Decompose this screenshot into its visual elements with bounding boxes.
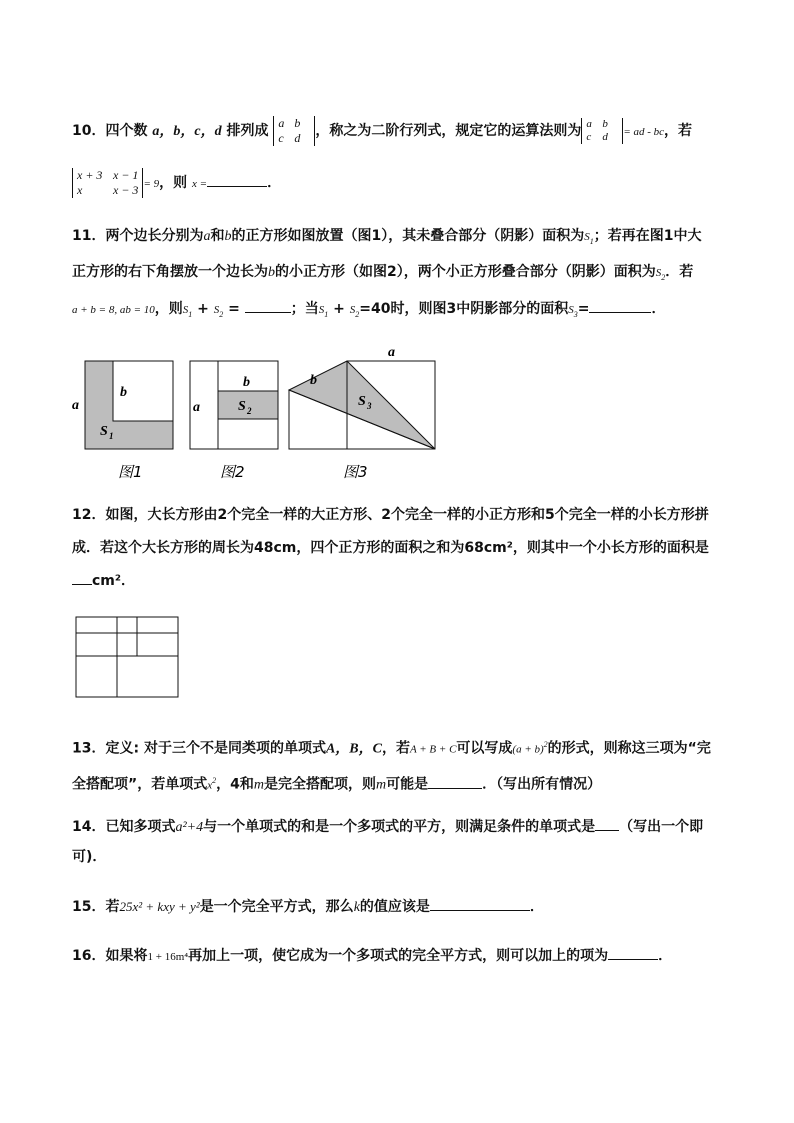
q10-rule: = ad - bc (623, 126, 665, 138)
q13-line1: 13．定义: 对于三个不是同类项的单项式A，B，C，若A + B + C可以写成$(a + b)^2$的形式，则称这三项为“完 (72, 740, 711, 757)
figure-2 (190, 361, 278, 481)
fig3-label-s3: S (358, 394, 366, 409)
q10-determinant-definition: a b c d (273, 116, 315, 146)
q10-rule-determinant: a b c d (581, 118, 623, 144)
q14-answer-blank[interactable] (595, 816, 619, 831)
figure-3 (289, 345, 435, 481)
fig1-label-s1: S (100, 424, 108, 439)
q12-line2: 成．若这个大长方形的周长为48cm，四个正方形的面积之和为68cm²，则其中一个小长方形的面积是 (72, 540, 709, 556)
q15-line: 15．若25x² + kxy + y²是一个完全平方式，那么k的值应该是 ． (72, 896, 544, 918)
q10-equation-determinant: x + 3 x − 1 x x − 3 (72, 168, 143, 198)
q13-line2: 全搭配项”，若单项式$x^2$，4和m是完全搭配项，则m可能是 ．（写出所有情况） (72, 771, 601, 796)
fig1-label-b: b (120, 385, 127, 400)
q11-answer-blank-1[interactable] (245, 298, 291, 313)
q12-answer-blank[interactable] (72, 570, 92, 585)
q13-answer-blank[interactable] (428, 774, 482, 789)
svg-text:2: 2 (247, 406, 252, 416)
q11-line3: a + b = 8, ab = 10，则$S_1 + S_2$ = ；当$S_1 + S_2=40$时，则图3中阴影部分的面积$S_3=$ ． (72, 298, 665, 325)
q12-line1: 12．如图，大长方形由2个完全一样的大正方形、2个完全一样的小正方形和5个完全一样的小长方形拼 (72, 507, 709, 523)
q10-line2: x + 3 x − 1 x x − 3 = 9，则 x = ． (72, 168, 281, 198)
q12-line3: cm²． (72, 570, 135, 591)
svg-text:3: 3 (367, 401, 372, 411)
q10-line1: 10．四个数 a，b，c，d 排列成 a b c d ，称之为二阶行列式，规定它的运算法则为 a b c d = ad - bc，若 (72, 116, 693, 145)
fig2-label-s2: S (238, 399, 246, 414)
q11-figures (60, 340, 460, 485)
fig2-caption: 图2 (220, 463, 245, 481)
q10-number: 10． (72, 123, 106, 139)
q11-line1: 11．两个边长分别为a和b的正方形如图放置（图1），其未叠合部分（阴影）面积为$S_1$；若再在图1中大 (72, 228, 702, 246)
svg-text:1: 1 (109, 431, 114, 441)
q11-answer-blank-2[interactable] (589, 298, 651, 313)
q14-line2: 可)． (72, 849, 107, 865)
fig3-caption: 图3 (343, 463, 368, 481)
q10-answer-blank[interactable] (207, 172, 267, 187)
q14-line1: 14．已知多项式a²+4与一个单项式的和是一个多项式的平方，则满足条件的单项式是 （写出一个即 (72, 816, 703, 838)
q12-figure (75, 616, 181, 700)
q11-line2: 正方形的右下角摆放一个边长为b的小正方形（如图2），两个小正方形叠合部分（阴影）面积为$S_2$．若 (72, 264, 694, 282)
fig3-label-b: b (310, 373, 317, 388)
q11-condition: a + b = 8, ab = 10 (72, 304, 155, 316)
fig2-label-a: a (193, 400, 200, 415)
fig1-caption: 图1 (118, 463, 143, 481)
fig2-label-b: b (243, 375, 250, 390)
figure-1 (72, 361, 173, 481)
q16-line: 16．如果将1 + 16m⁴再加上一项，使它成为一个多项式的完全平方式，则可以加上的项为 ． (72, 945, 672, 967)
q16-answer-blank[interactable] (608, 945, 658, 960)
q15-answer-blank[interactable] (430, 896, 530, 911)
fig3-label-a: a (388, 345, 395, 360)
fig1-label-a: a (72, 398, 79, 413)
